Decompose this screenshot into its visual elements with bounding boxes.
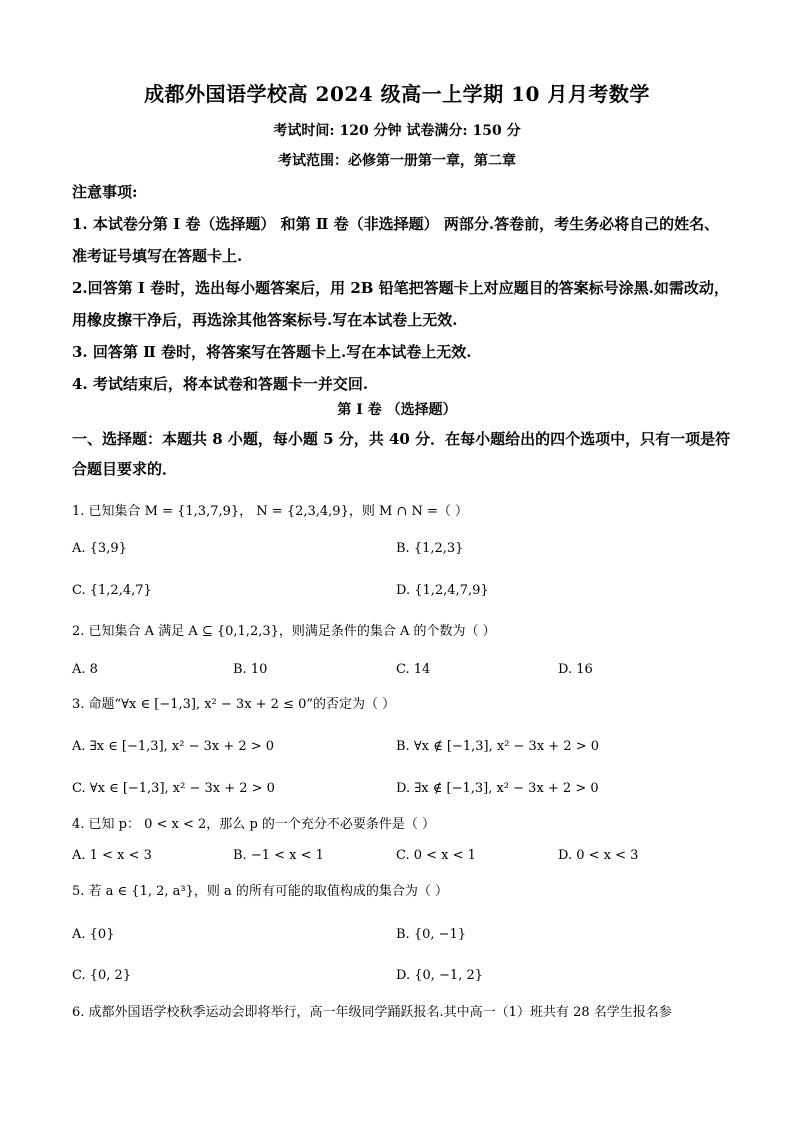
question-1-option-b: B. {1,2,3} (396, 541, 464, 556)
note-item: 1. 本试卷分第 Ⅰ 卷（选择题） 和第 Ⅱ 卷（非选择题） 两部分.答卷前，考生务必将自己的姓名、准考证号填写在答题卡上. (72, 215, 720, 265)
question-3-option-a: A. ∃x ∈ [−1,3], x² − 3x + 2 > 0 (72, 739, 275, 754)
question-4-option-a: A. 1 < x < 3 (72, 848, 152, 863)
question-5-option-a: A. {0} (72, 927, 115, 942)
note-item: 2.回答第 Ⅰ 卷时，选出每小题答案后，用 2B 铅笔把答题卡上对应题目的答案标号涂黑.如需改动，用橡皮擦干净后，再选涂其他答案标号.写在本试卷上无效. (72, 279, 729, 329)
notes-heading: 注意事项: (72, 183, 138, 201)
question-4-option-d: D. 0 < x < 3 (558, 848, 639, 863)
question-2-option-b: B. 10 (233, 662, 268, 677)
question-3-stem: 3. 命题“∀x ∈ [−1,3], x² − 3x + 2 ≤ 0”的否定为（ ） (72, 697, 396, 712)
question-3-option-b: B. ∀x ∉ [−1,3], x² − 3x + 2 > 0 (396, 739, 600, 754)
question-5-option-b: B. {0, −1} (396, 927, 467, 942)
exam-time-line: 考试时间: 120 分钟 试卷满分: 150 分 (273, 123, 521, 139)
question-2-option-c: C. 14 (396, 662, 431, 677)
notes-block (72, 176, 732, 400)
question-5-option-c: C. {0, 2} (72, 968, 132, 983)
question-4-stem: 4. 已知 p： 0 < x < 2，那么 p 的一个充分不必要条件是（ ） (72, 817, 436, 832)
note-item: 4. 考试结束后，将本试卷和答题卡一并交回. (72, 375, 369, 393)
question-6-stem: 6. 成都外国语学校秋季运动会即将举行，高一年级同学踊跃报名.其中高一（1）班共有 28 名学生报名参 (72, 1005, 672, 1020)
section-instruction: 一、选择题：本题共 8 小题，每小题 5 分，共 40 分．在每小题给出的四个选项中，只有一项是符合题目要求的． (72, 430, 731, 478)
question-4-option-b: B. −1 < x < 1 (233, 848, 324, 863)
question-3-option-d: D. ∃x ∉ [−1,3], x² − 3x + 2 > 0 (396, 781, 599, 796)
question-2-option-a: A. 8 (72, 662, 98, 677)
question-5-option-d: D. {0, −1, 2} (396, 968, 484, 983)
question-3-option-c: C. ∀x ∈ [−1,3], x² − 3x + 2 > 0 (72, 781, 275, 796)
exam-scope-line: 考试范围：必修第一册第一章，第二章 (278, 153, 516, 169)
question-2-option-d: D. 16 (558, 662, 593, 677)
question-5-stem: 5. 若 a ∈ {1, 2, a³}，则 a 的所有可能的取值构成的集合为（ ） (72, 884, 449, 899)
note-item: 3. 回答第 Ⅱ 卷时，将答案写在答题卡上.写在本试卷上无效. (72, 343, 472, 361)
question-1-option-d: D. {1,2,4,7,9} (396, 583, 489, 598)
question-1-stem: 1. 已知集合 M = {1,3,7,9}， N = {2,3,4,9}，则 M ∩ N =（ ） (72, 504, 468, 519)
question-2-stem: 2. 已知集合 A 满足 A ⊆ {0,1,2,3}，则满足条件的集合 A 的个数为（ ） (72, 624, 496, 639)
question-4-option-c: C. 0 < x < 1 (396, 848, 476, 863)
section-label: 第 Ⅰ 卷 （选择题） (337, 402, 457, 418)
question-1-option-c: C. {1,2,4,7} (72, 583, 152, 598)
question-1-option-a: A. {3,9} (72, 541, 127, 556)
exam-title: 成都外国语学校高 2024 级高一上学期 10 月月考数学 (144, 82, 650, 106)
